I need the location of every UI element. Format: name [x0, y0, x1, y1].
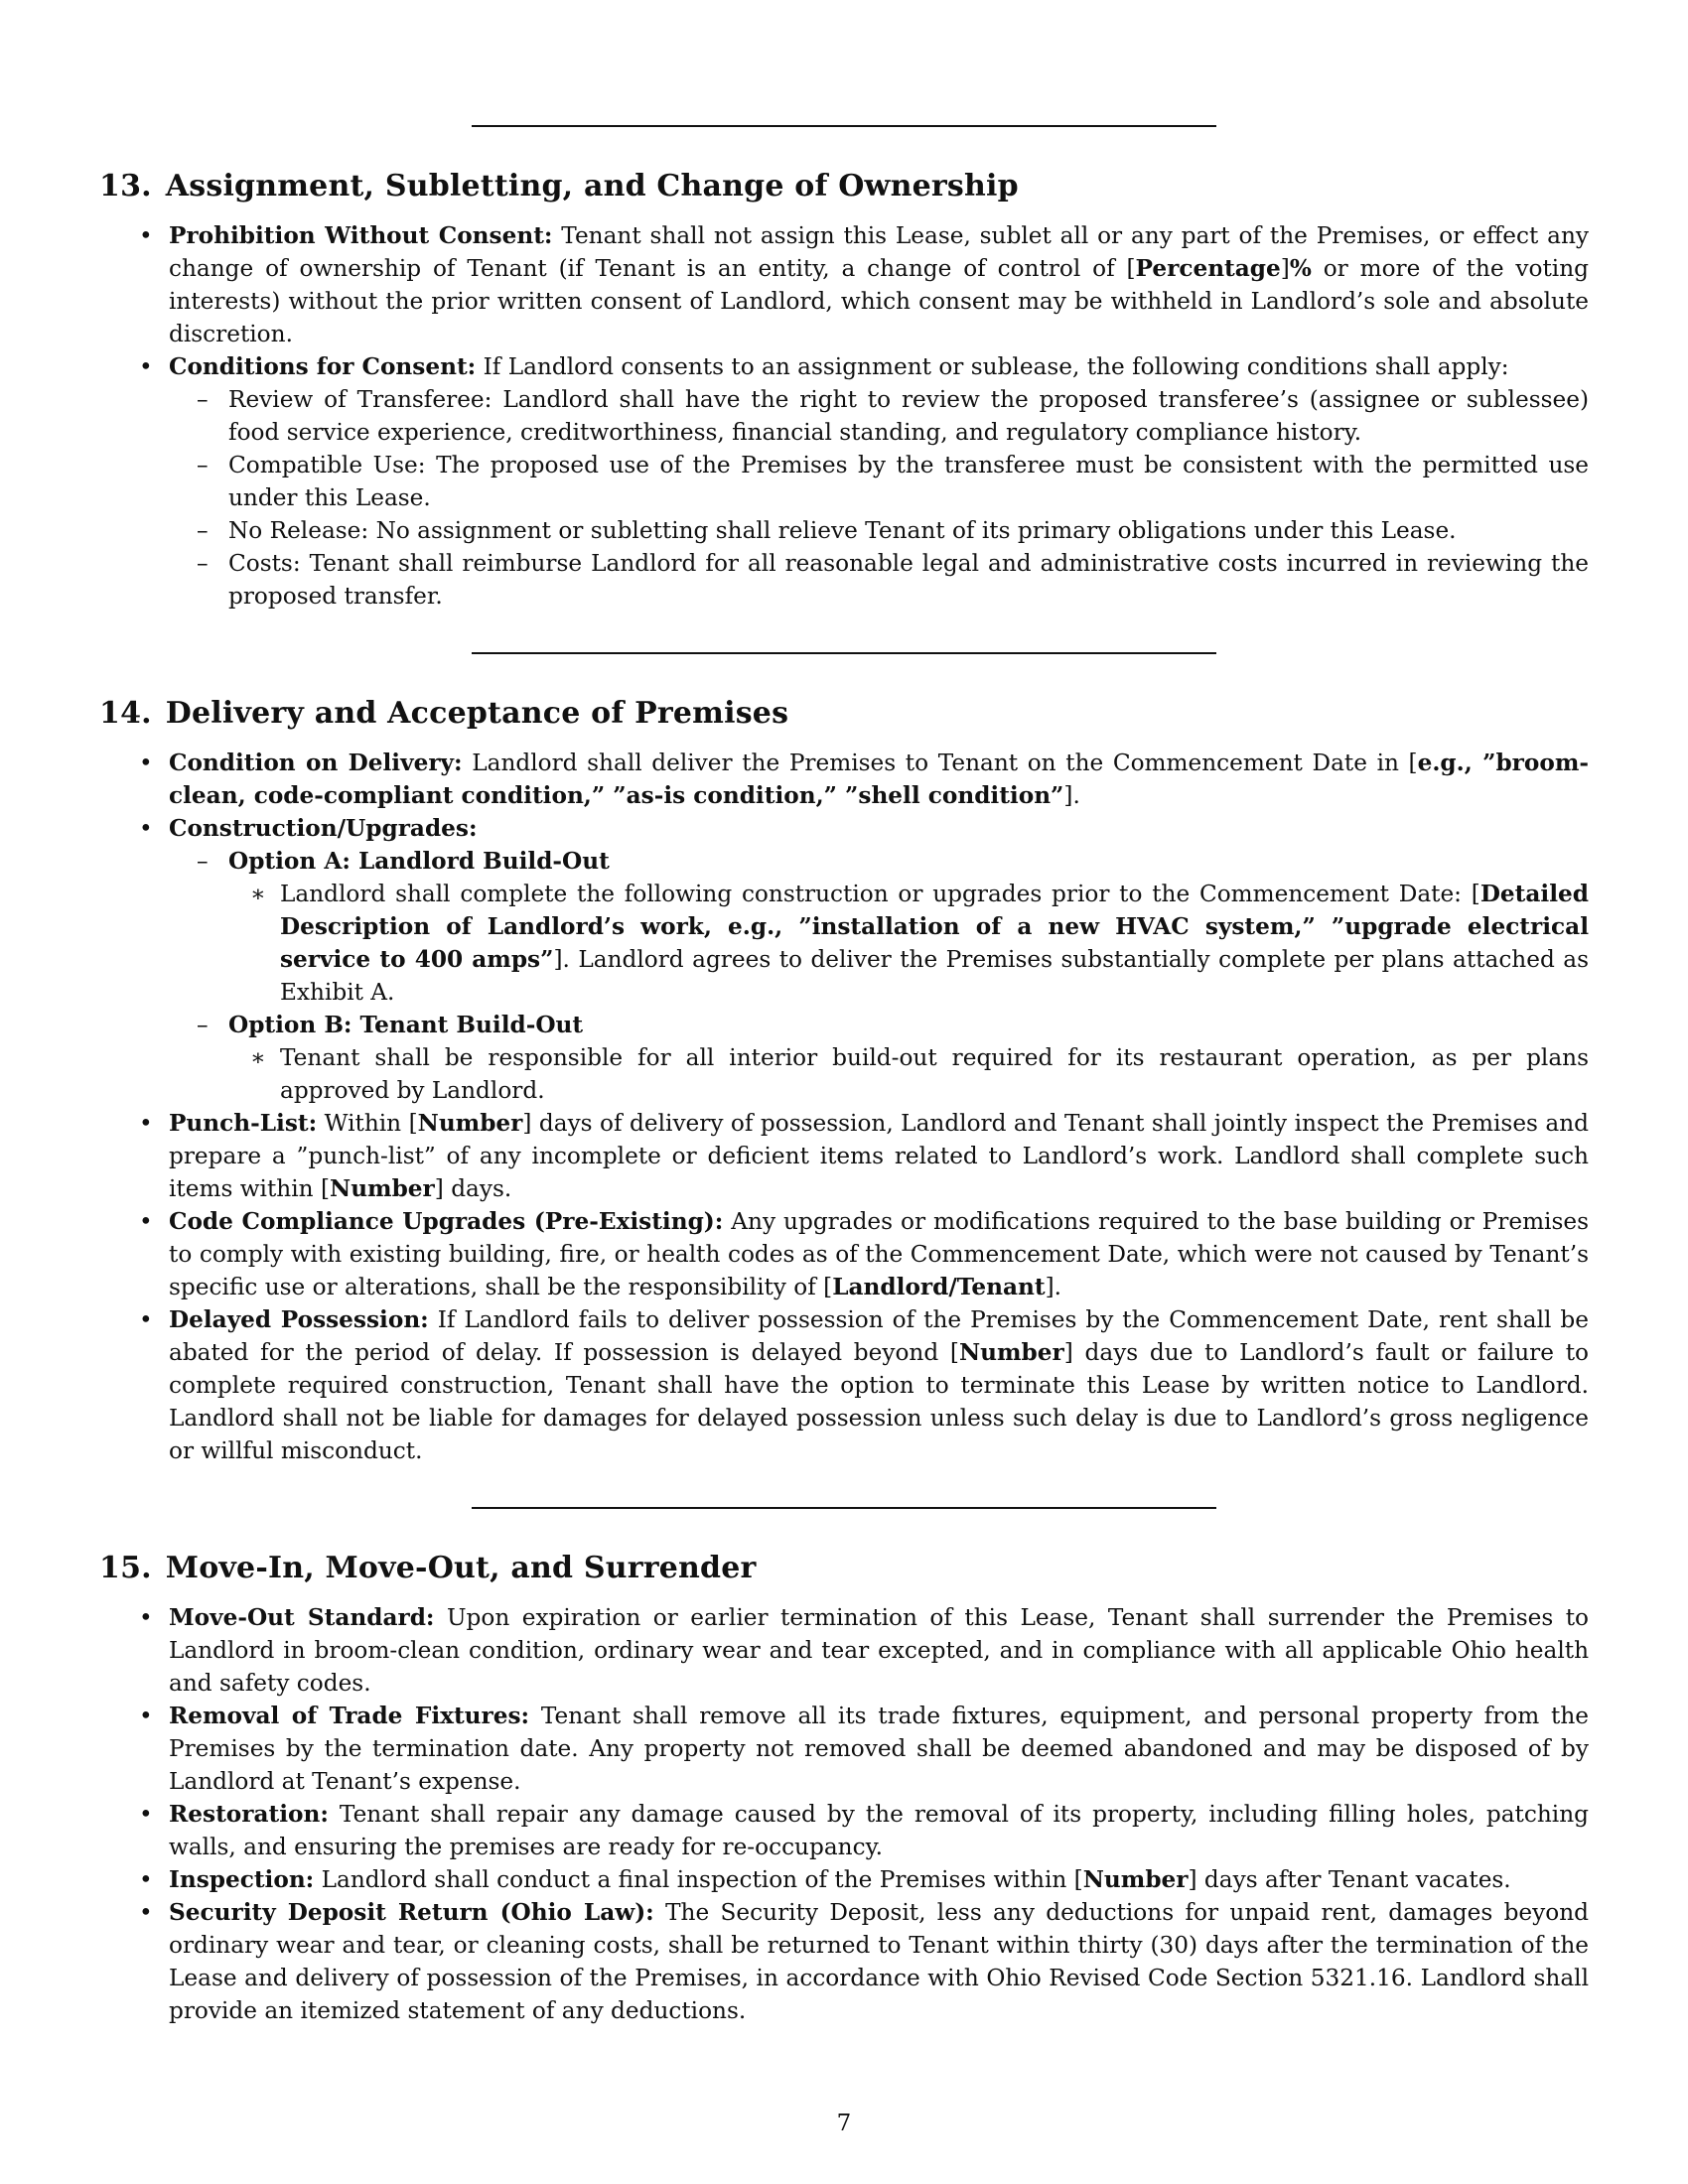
- section-divider: [472, 125, 1216, 127]
- section-13-list: [99, 219, 1589, 613]
- list-item: • Construction/Upgrades: – Option A: Landlord Build-Out ∗ Landlord shall complete the following construction or upgrades prior to the Commencement Date: [Detailed Description of Landlord’s work, e.g., ”installation of a new HVAC system,” ”upgrade electrical service to 400 amps”]. Landlord agrees to deliver the Premises substantially complete per plans attached as Exhibit A. – Option B: Tenant Build-Out ∗ Tenant shall be responsible for all interior build-out required for its restaurant operation, as per plans approved by Landlord.: [99, 812, 1589, 1107]
- list-item: • Delayed Possession: If Landlord fails to deliver possession of the Premises by the Commencement Date, rent shall be abated for the period of delay. If possession is delayed beyond [Number] days due to Landlord’s fault or failure to complete required construction, Tenant shall have the option to terminate this Lease by written notice to Landlord. Landlord shall not be liable for damages for delayed possession unless such delay is due to Landlord’s gross negligence or willful misconduct.: [99, 1303, 1589, 1467]
- section-15-heading: 15. Move-In, Move-Out, and Surrender: [99, 1551, 757, 1585]
- list-item: • Prohibition Without Consent: Tenant shall not assign this Lease, sublet all or any part of the Premises, or effect any change of ownership of Tenant (if Tenant is an entity, a change of control of [Percentage]% or more of the voting interests) without the prior written consent of Landlord, which consent may be withheld in Landlord’s sole and absolute discretion.: [99, 219, 1589, 350]
- list-item: • Inspection: Landlord shall conduct a final inspection of the Premises within [Number] days after Tenant vacates.: [99, 1863, 1589, 1896]
- list-item: • Restoration: Tenant shall repair any damage caused by the removal of its property, including filling holes, patching walls, and ensuring the premises are ready for re-occupancy.: [99, 1798, 1589, 1863]
- sub-list-item: – Option B: Tenant Build-Out ∗ Tenant shall be responsible for all interior build-out required for its restaurant operation, as per plans approved by Landlord.: [169, 1009, 1589, 1107]
- section-14-heading: 14. Delivery and Acceptance of Premises: [99, 696, 789, 731]
- section-13-heading: 13. Assignment, Subletting, and Change of Ownership: [99, 169, 1019, 204]
- section-divider: [472, 652, 1216, 654]
- document-page: [99, 0, 1589, 2027]
- sub-sub-list-item: ∗ Landlord shall complete the following construction or upgrades prior to the Commencement Date: [Detailed Description of Landlord’s work, e.g., ”installation of a new HVAC system,” ”upgrade electrical service to 400 amps”]. Landlord agrees to deliver the Premises substantially complete per plans attached as Exhibit A.: [228, 878, 1589, 1009]
- list-item: • Punch-List: Within [Number] days of delivery of possession, Landlord and Tenant shall jointly inspect the Premises and prepare a ”punch-list” of any incomplete or deficient items related to Landlord’s work. Landlord shall complete such items within [Number] days.: [99, 1107, 1589, 1205]
- sub-list-item: – Costs: Tenant shall reimburse Landlord for all reasonable legal and administrative costs incurred in reviewing the proposed transfer.: [169, 547, 1589, 613]
- section-15-list: [99, 1601, 1589, 2027]
- list-item: • Condition on Delivery: Landlord shall deliver the Premises to Tenant on the Commencement Date in [e.g., ”broom-clean, code-compliant condition,” ”as-is condition,” ”shell condition”].: [99, 747, 1589, 812]
- list-item: • Conditions for Consent: If Landlord consents to an assignment or sublease, the following conditions shall apply: – Review of Transferee: Landlord shall have the right to review the proposed transferee’s (assignee or sublessee) food service experience, creditworthiness, financial standing, and regulatory compliance history. – Compatible Use: The proposed use of the Premises by the transferee must be consistent with the permitted use under this Lease. – No Release: No assignment or subletting shall relieve Tenant of its primary obligations under this Lease. – Costs: Tenant shall reimburse Landlord for all reasonable legal and administrative costs incurred in reviewing the proposed transfer.: [99, 350, 1589, 613]
- list-item: • Code Compliance Upgrades (Pre-Existing): Any upgrades or modifications required to the base building or Premises to comply with existing building, fire, or health codes as of the Commencement Date, which were not caused by Tenant’s specific use or alterations, shall be the responsibility of [Landlord/Tenant].: [99, 1205, 1589, 1303]
- sub-list-item: – No Release: No assignment or subletting shall relieve Tenant of its primary obligations under this Lease.: [169, 514, 1589, 547]
- sub-list-item: – Compatible Use: The proposed use of the Premises by the transferee must be consistent with the permitted use under this Lease.: [169, 449, 1589, 514]
- section-divider: [472, 1507, 1216, 1509]
- list-item: • Security Deposit Return (Ohio Law): The Security Deposit, less any deductions for unpaid rent, damages beyond ordinary wear and tear, or cleaning costs, shall be returned to Tenant within thirty (30) days after the termination of the Lease and delivery of possession of the Premises, in accordance with Ohio Revised Code Section 5321.16. Landlord shall provide an itemized statement of any deductions.: [99, 1896, 1589, 2027]
- list-item: • Removal of Trade Fixtures: Tenant shall remove all its trade fixtures, equipment, and personal property from the Premises by the termination date. Any property not removed shall be deemed abandoned and may be disposed of by Landlord at Tenant’s expense.: [99, 1700, 1589, 1798]
- list-item: • Move-Out Standard: Upon expiration or earlier termination of this Lease, Tenant shall surrender the Premises to Landlord in broom-clean condition, ordinary wear and tear excepted, and in compliance with all applicable Ohio health and safety codes.: [99, 1601, 1589, 1700]
- sub-list-item: – Review of Transferee: Landlord shall have the right to review the proposed transferee’s (assignee or sublessee) food service experience, creditworthiness, financial standing, and regulatory compliance history.: [169, 383, 1589, 449]
- page-number: 7: [836, 2111, 852, 2136]
- sub-sub-list-item: ∗ Tenant shall be responsible for all interior build-out required for its restaurant operation, as per plans approved by Landlord.: [228, 1041, 1589, 1107]
- section-14-list: [99, 747, 1589, 1467]
- sub-list-item: – Option A: Landlord Build-Out ∗ Landlord shall complete the following construction or upgrades prior to the Commencement Date: [Detailed Description of Landlord’s work, e.g., ”installation of a new HVAC system,” ”upgrade electrical service to 400 amps”]. Landlord agrees to deliver the Premises substantially complete per plans attached as Exhibit A.: [169, 845, 1589, 1009]
